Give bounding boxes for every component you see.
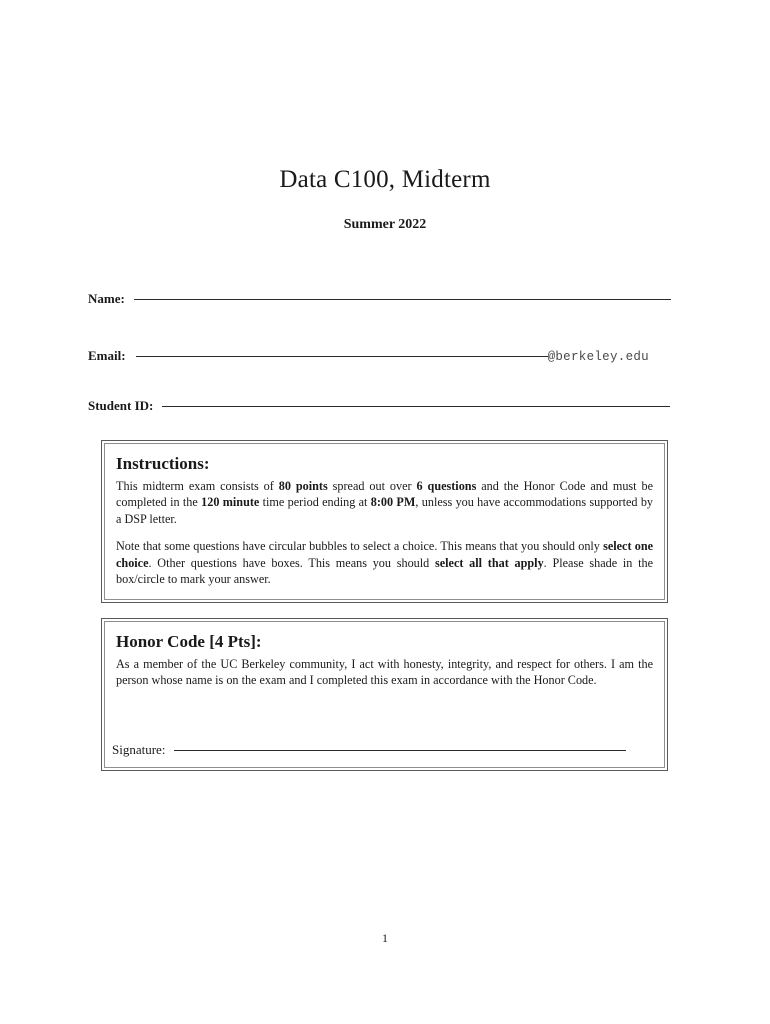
signature-field-row (112, 741, 626, 759)
instr-p1-seg1: This midterm exam consists of (116, 479, 279, 493)
honor-code-heading: Honor Code [4 Pts]: (116, 632, 262, 651)
instructions-paragraph-1 (116, 478, 653, 527)
instr-p1-bold-points: 80 points (278, 479, 328, 493)
exam-term-subtitle: Summer 2022 (343, 217, 427, 232)
email-write-in-line[interactable] (136, 356, 548, 357)
student-id-write-in-line[interactable] (162, 406, 670, 407)
instructions-paragraph-2 (116, 538, 653, 587)
instr-p2-seg3: . Please shade in the box/circle to mark your answer. (116, 555, 653, 587)
instr-p2-bold-one-choice: select one choice (116, 539, 654, 570)
honor-code-pledge-text: As a member of the UC Berkeley community, I act with honesty, integrity, and respect for others. I am the person whose name is on the exam and I completed this exam in accordance with the Honor Code. (116, 657, 653, 688)
instr-p1-bold-questions: 6 questions (416, 479, 477, 493)
instr-p1-bold-duration: 120 minute (201, 495, 260, 510)
instr-p1-bold-end-time: 8:00 PM (370, 495, 416, 510)
instructions-box (101, 440, 668, 603)
name-field-row (88, 290, 671, 308)
instr-p1-seg2: spread out over (327, 479, 417, 493)
instructions-heading: Instructions: (116, 454, 210, 473)
signature-field-label: Signature: (112, 742, 166, 757)
page-title: Data C100, Midterm (279, 165, 491, 193)
instr-p2-seg2: . Other questions have boxes. This means you should (148, 555, 435, 570)
page-number: 1 (382, 931, 388, 945)
email-field-label: Email: (88, 348, 126, 363)
signature-write-in-line[interactable] (174, 750, 626, 751)
student-id-field-row (88, 397, 670, 415)
email-field-row (88, 347, 649, 365)
name-write-in-line[interactable] (134, 299, 671, 300)
instructions-box-inner (104, 443, 665, 600)
instr-p1-seg3: and the Honor Code and must be completed in the (116, 479, 653, 510)
email-domain-suffix: @berkeley.edu (547, 350, 649, 364)
instr-p2-seg1: Note that some questions have circular bubbles to select a choice. This means that you should only (116, 539, 604, 554)
student-id-field-label: Student ID: (88, 398, 154, 413)
instr-p1-seg5: , unless you have accommodations supported by a DSP letter. (116, 495, 654, 526)
instr-p2-bold-all-that-apply: select all that apply (435, 555, 544, 570)
instr-p1-seg4: time period ending at (259, 495, 371, 510)
name-field-label: Name: (88, 291, 125, 306)
